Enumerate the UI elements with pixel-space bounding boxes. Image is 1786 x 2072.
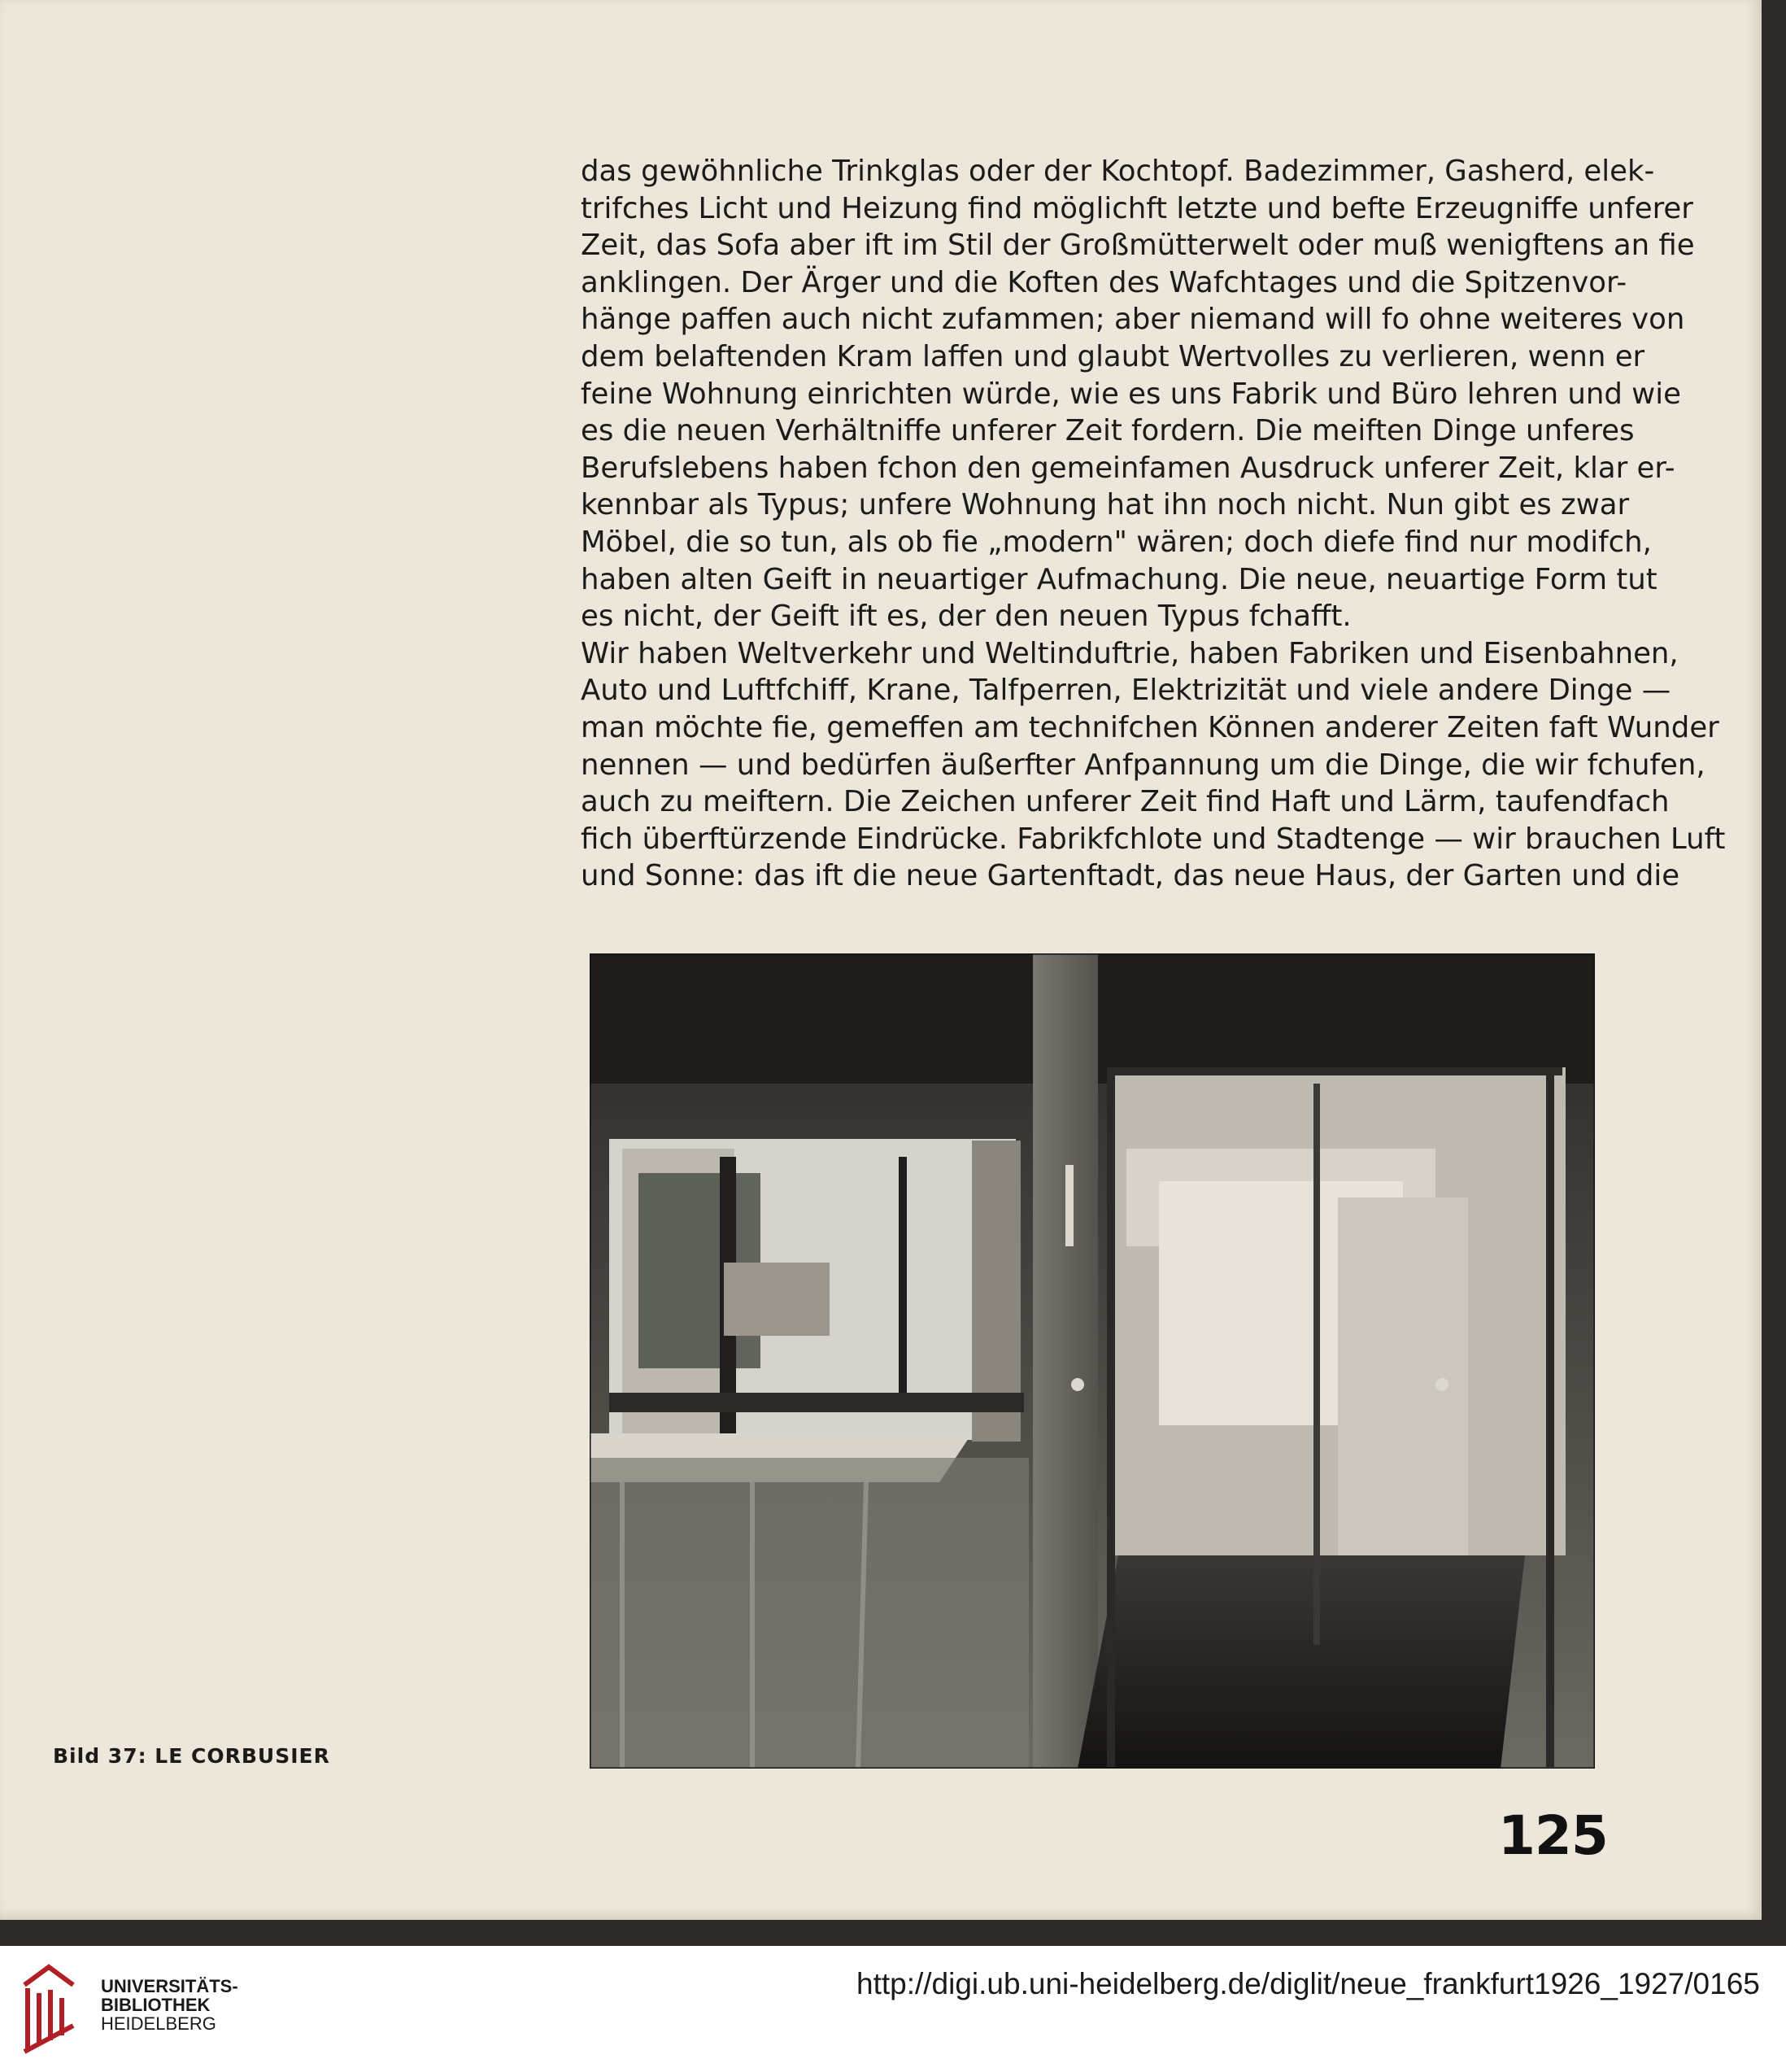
body-line: Auto und Luftfchiff, Krane, Talfperren, Elektrizität und viele andere Dinge — <box>581 674 1671 708</box>
body-line: auch zu meiftern. Die Zeichen unferer Zeit find Haft und Lärm, taufendfach <box>581 785 1670 819</box>
library-name <box>101 1977 238 2033</box>
body-line: feine Wohnung einrichten würde, wie es uns Fabrik und Büro lehren und wie <box>581 377 1681 411</box>
body-line: man möchte fie, gemeffen am technifchen Können anderer Zeiten faft Wunder <box>581 710 1719 744</box>
body-line: hänge paffen auch nicht zufammen; aber niemand will fo ohne weiteres von <box>581 303 1685 337</box>
body-line: trifches Licht und Heizung find möglichft letzte und befte Erzeugniffe unferer <box>581 191 1693 225</box>
body-line: dem belaftenden Kram laffen und glaubt Wertvolles zu verlieren, wenn er <box>581 339 1645 373</box>
body-line: und Sonne: das ift die neue Gartenftadt, das neue Haus, der Garten und die <box>581 859 1680 893</box>
library-logo-icon <box>16 1961 85 2058</box>
body-line: es die neuen Verhältniffe unferer Zeit fordern. Die meiften Dinge unferes <box>581 414 1635 448</box>
body-line: fich überftürzende Eindrücke. Fabrikfchlote und Stadtenge — wir brauchen Luft <box>581 822 1726 856</box>
library-name-line: HEIDELBERG <box>101 2013 216 2034</box>
body-line: nennen — und bedürfen äußerfter Anfpannung um die Dinge, die wir fchufen, <box>581 748 1705 782</box>
library-name-line: BIBLIOTHEK <box>101 1995 211 2015</box>
body-line: Zeit, das Sofa aber ift im Stil der Großmütterwelt oder muß wenigftens an fie <box>581 229 1695 263</box>
body-line: das gewöhnliche Trinkglas oder der Kochtopf. Badezimmer, Gasherd, elek- <box>581 155 1655 188</box>
source-url-link[interactable]: http://digi.ub.uni-heidelberg.de/diglit/neue_frankfurt1926_1927/0165 <box>856 1967 1760 2000</box>
body-line: kennbar als Typus; unfere Wohnung hat ihn noch nicht. Nun gibt es zwar <box>581 488 1630 522</box>
body-line: haben alten Geift in neuartiger Aufmachung. Die neue, neuartige Form tut <box>581 562 1657 596</box>
figure-caption: Bild 37: LE CORBUSIER <box>53 1744 330 1768</box>
body-text <box>581 153 1726 895</box>
library-name-line: UNIVERSITÄTS- <box>101 1976 238 1996</box>
body-line: Berufslebens haben fchon den gemeinfamen Ausdruck unferer Zeit, klar er- <box>581 451 1675 485</box>
page-number: 125 <box>1498 1804 1608 1867</box>
digitization-footer <box>0 1946 1786 2072</box>
body-line: Wir haben Weltverkehr und Weltinduftrie, haben Fabriken und Eisenbahnen, <box>581 636 1679 670</box>
body-line: Möbel, die so tun, als ob fie „modern" wären; doch diefe find nur modifch, <box>581 525 1652 559</box>
body-line: es nicht, der Geift ift es, der den neuen Typus fchafft. <box>581 600 1352 634</box>
body-line: anklingen. Der Ärger und die Koften des Wafchtages und die Spitzenvor- <box>581 265 1627 299</box>
interior-photograph <box>590 953 1595 1769</box>
